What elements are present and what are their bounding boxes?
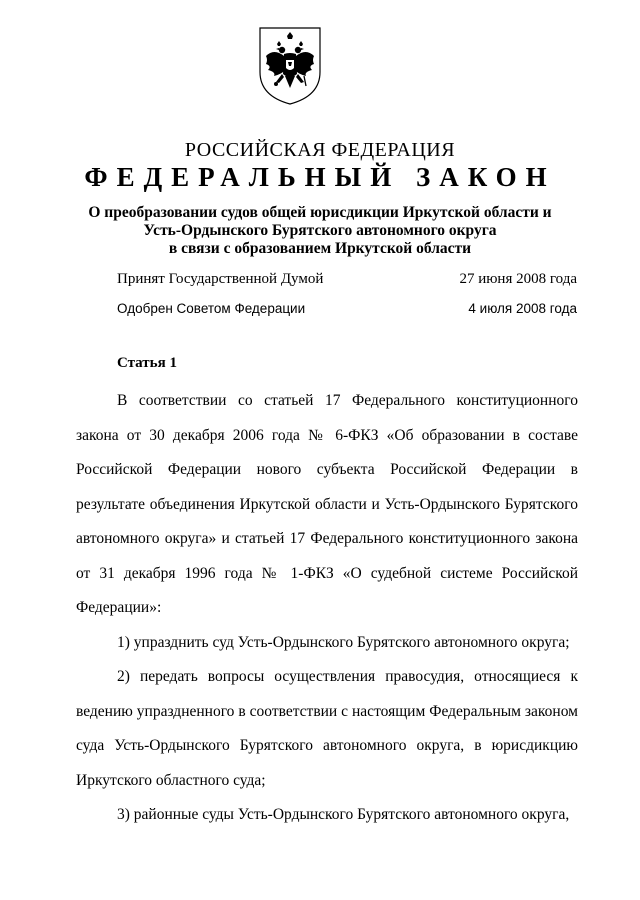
law-title-line: О преобразовании судов общей юрисдикции Иркутской области и	[88, 204, 552, 221]
law-title-line: Усть-Ордынского Бурятского автономного округа	[143, 222, 497, 239]
law-title	[0, 204, 640, 258]
approved-date: 4 июля 2008 года	[468, 301, 577, 316]
article-list-item: 3) районные суды Усть-Ордынского Бурятского автономного округа,	[117, 806, 570, 823]
approved-by-council-label: Одобрен Советом Федерации	[117, 301, 306, 316]
coat-of-arms-icon	[258, 26, 322, 106]
country-name: РОССИЙСКАЯ ФЕДЕРАЦИЯ	[184, 139, 456, 161]
article-intro-paragraph: В соответствии со статьей 17 Федерального конституционного закона от 30 декабря 2006 года № 6-ФКЗ «Об образовании в составе Российской Федерации нового субъекта Российской Федерации в результате объединения Иркутской области и Усть-Ордынского Бурятского автономного округа» и статьей 17 Федерального конституционного закона от 31 декабря 1996 года № 1-ФКЗ «О судебной системе Российской Федерации»:	[76, 392, 578, 616]
article-body	[76, 384, 578, 833]
document-type-heading: ФЕДЕРАЛЬНЫЙ ЗАКОН	[84, 162, 556, 192]
article-list-item: 1) упразднить суд Усть-Ордынского Бурятского автономного округа;	[117, 633, 570, 651]
adopted-date: 27 июня 2008 года	[459, 271, 577, 287]
law-title-line: в связи с образованием Иркутской области	[168, 240, 472, 257]
adopted-by-duma-label: Принят Государственной Думой	[117, 271, 324, 287]
article-heading: Статья 1	[117, 355, 177, 371]
article-list-item: 2) передать вопросы осуществления правосудия, относящиеся к ведению упраздненного в соответствии с настоящим Федеральным законом суда Усть-Ордынского Бурятского автономного округа, в юрисдикцию Иркутского областного суда;	[76, 668, 578, 789]
